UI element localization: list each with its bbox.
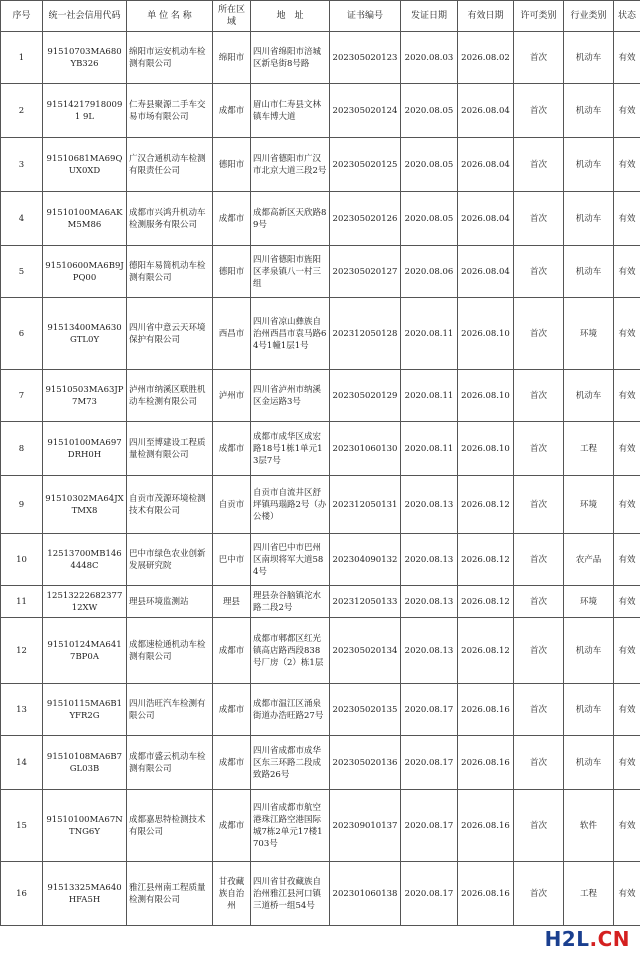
table-row: [1, 192, 640, 246]
cell-valid-date: 2026.08.16: [458, 684, 514, 736]
cell-credit-code: 12513222682377 12XW: [43, 586, 127, 618]
cell-credit-code: 91510115MA6B1YFR2G: [43, 684, 127, 736]
cell-valid-date: 2026.08.10: [458, 298, 514, 370]
cell-region: 德阳市: [213, 138, 251, 192]
cell-permit-type: 首次: [514, 246, 564, 298]
cell-permit-type: 首次: [514, 736, 564, 790]
cell-industry-type: 机动车: [564, 192, 614, 246]
cell-issue-date: 2020.08.17: [401, 684, 458, 736]
cell-status: 有效: [614, 684, 640, 736]
cell-credit-code: 915142179180091 9L: [43, 84, 127, 138]
cell-credit-code: 91510302MA64JXTMX8: [43, 476, 127, 534]
cell-cert-number: 202305020136: [330, 736, 401, 790]
cell-valid-date: 2026.08.12: [458, 586, 514, 618]
cell-permit-type: 首次: [514, 534, 564, 586]
cell-permit-type: 首次: [514, 192, 564, 246]
cell-cert-number: 202309010137: [330, 790, 401, 862]
cell-company-name: 绵阳市运安机动车检测有限公司: [127, 32, 213, 84]
cell-region: 成都市: [213, 84, 251, 138]
cell-row-index: 14: [1, 736, 43, 790]
cell-row-index: 10: [1, 534, 43, 586]
table-row: [1, 790, 640, 862]
col-header-issue-date: 发证日期: [401, 1, 458, 32]
cell-region: 绵阳市: [213, 32, 251, 84]
cell-company-name: 成都市兴鸿升机动车检测服务有限公司: [127, 192, 213, 246]
cell-permit-type: 首次: [514, 684, 564, 736]
col-header-industry: 行业类别: [564, 1, 614, 32]
cell-row-index: 1: [1, 32, 43, 84]
cell-status: 有效: [614, 534, 640, 586]
cell-company-name: 雅江县州南工程质量检测有限公司: [127, 862, 213, 926]
cell-valid-date: 2026.08.16: [458, 736, 514, 790]
cell-permit-type: 首次: [514, 618, 564, 684]
cell-cert-number: 202305020123: [330, 32, 401, 84]
cell-valid-date: 2026.08.04: [458, 84, 514, 138]
table-row: [1, 684, 640, 736]
table-row: [1, 476, 640, 534]
cell-row-index: 7: [1, 370, 43, 422]
cell-issue-date: 2020.08.05: [401, 84, 458, 138]
cell-row-index: 15: [1, 790, 43, 862]
cell-cert-number: 202305020126: [330, 192, 401, 246]
cell-credit-code: 91510100MA67NTNG6Y: [43, 790, 127, 862]
cell-row-index: 12: [1, 618, 43, 684]
cell-issue-date: 2020.08.05: [401, 138, 458, 192]
table-row: [1, 534, 640, 586]
cell-address: 成都市温江区涌泉街道办浩旺路27号: [251, 684, 330, 736]
col-header-permit-type: 许可类别: [514, 1, 564, 32]
cell-industry-type: 机动车: [564, 684, 614, 736]
table-row: [1, 618, 640, 684]
cell-industry-type: 机动车: [564, 32, 614, 84]
cell-issue-date: 2020.08.13: [401, 534, 458, 586]
cell-valid-date: 2026.08.10: [458, 422, 514, 476]
cell-valid-date: 2026.08.12: [458, 534, 514, 586]
cell-status: 有效: [614, 192, 640, 246]
cell-valid-date: 2026.08.16: [458, 862, 514, 926]
cell-cert-number: 202312050131: [330, 476, 401, 534]
cell-permit-type: 首次: [514, 298, 564, 370]
cell-region: 成都市: [213, 618, 251, 684]
cell-valid-date: 2026.08.12: [458, 618, 514, 684]
cell-credit-code: 91510100MA697DRH0H: [43, 422, 127, 476]
cell-address: 四川省德阳市旌阳区孝泉镇八一村三组: [251, 246, 330, 298]
cell-cert-number: 202301060138: [330, 862, 401, 926]
cell-permit-type: 首次: [514, 862, 564, 926]
cell-address: 眉山市仁寿县文林镇车博大道: [251, 84, 330, 138]
cell-credit-code: 91513400MA630GTL0Y: [43, 298, 127, 370]
cell-issue-date: 2020.08.13: [401, 476, 458, 534]
cell-credit-code: 91510703MA680YB326: [43, 32, 127, 84]
cell-status: 有效: [614, 138, 640, 192]
cell-region: 巴中市: [213, 534, 251, 586]
cell-permit-type: 首次: [514, 790, 564, 862]
col-header-company: 单 位 名 称: [127, 1, 213, 32]
cell-address: 四川省绵阳市涪城区新皂街8号路: [251, 32, 330, 84]
cell-row-index: 13: [1, 684, 43, 736]
cell-permit-type: 首次: [514, 422, 564, 476]
cell-cert-number: 202312050133: [330, 586, 401, 618]
col-header-credit-code: 统一社会信用代码: [43, 1, 127, 32]
cell-row-index: 16: [1, 862, 43, 926]
cell-issue-date: 2020.08.03: [401, 32, 458, 84]
cell-issue-date: 2020.08.13: [401, 618, 458, 684]
cell-company-name: 成都速检通机动车检测有限公司: [127, 618, 213, 684]
watermark-logo: H2L.CN: [544, 927, 630, 951]
cell-company-name: 四川至博建设工程质量检测有限公司: [127, 422, 213, 476]
cell-address: 四川省成都市航空港珠江路空港国际城7栋2单元17楼1703号: [251, 790, 330, 862]
cell-issue-date: 2020.08.05: [401, 192, 458, 246]
cell-credit-code: 91510503MA63JP7M73: [43, 370, 127, 422]
cell-row-index: 6: [1, 298, 43, 370]
cell-industry-type: 环境: [564, 586, 614, 618]
cell-status: 有效: [614, 586, 640, 618]
cell-address: 四川省甘孜藏族自治州雅江县河口镇三道桥一组54号: [251, 862, 330, 926]
cell-address: 四川省巴中市巴州区南坝将军大道584号: [251, 534, 330, 586]
cell-address: 四川省凉山彝族自治州西昌市袁马路64号1幢1层1号: [251, 298, 330, 370]
cell-company-name: 自贡市茂源环境检测技术有限公司: [127, 476, 213, 534]
cell-row-index: 9: [1, 476, 43, 534]
cell-industry-type: 环境: [564, 476, 614, 534]
cell-industry-type: 机动车: [564, 246, 614, 298]
cell-region: 成都市: [213, 684, 251, 736]
cell-status: 有效: [614, 422, 640, 476]
cell-valid-date: 2026.08.04: [458, 138, 514, 192]
cell-region: 甘孜藏族自治州: [213, 862, 251, 926]
cell-company-name: 德阳车易简机动车检测有限公司: [127, 246, 213, 298]
table-row: [1, 422, 640, 476]
cell-permit-type: 首次: [514, 370, 564, 422]
cell-cert-number: 202305020124: [330, 84, 401, 138]
cell-valid-date: 2026.08.10: [458, 370, 514, 422]
col-header-cert-no: 证书编号: [330, 1, 401, 32]
cell-issue-date: 2020.08.11: [401, 422, 458, 476]
table-row: [1, 736, 640, 790]
cell-industry-type: 农产品: [564, 534, 614, 586]
cell-credit-code: 91510600MA6B9JPQ00: [43, 246, 127, 298]
cell-permit-type: 首次: [514, 476, 564, 534]
cell-credit-code: 91510124MA6417BP0A: [43, 618, 127, 684]
cell-company-name: 广汉合通机动车检测有限责任公司: [127, 138, 213, 192]
cell-row-index: 2: [1, 84, 43, 138]
col-header-address: 地 址: [251, 1, 330, 32]
cell-issue-date: 2020.08.11: [401, 370, 458, 422]
cell-region: 成都市: [213, 736, 251, 790]
cell-status: 有效: [614, 862, 640, 926]
cell-issue-date: 2020.08.17: [401, 862, 458, 926]
cell-company-name: 泸州市纳溪区联胜机动车检测有限公司: [127, 370, 213, 422]
cell-industry-type: 机动车: [564, 370, 614, 422]
cell-row-index: 3: [1, 138, 43, 192]
cell-credit-code: 91510108MA6B7GL03B: [43, 736, 127, 790]
table-header-row: [1, 1, 640, 32]
cell-industry-type: 机动车: [564, 736, 614, 790]
cell-status: 有效: [614, 736, 640, 790]
table-body: [1, 32, 640, 926]
cell-issue-date: 2020.08.11: [401, 298, 458, 370]
cell-cert-number: 202305020127: [330, 246, 401, 298]
cell-region: 泸州市: [213, 370, 251, 422]
cell-address: 四川省成都市成华区东三环路二段成致路26号: [251, 736, 330, 790]
cell-region: 成都市: [213, 790, 251, 862]
cell-issue-date: 2020.08.17: [401, 736, 458, 790]
table-row: [1, 370, 640, 422]
cell-industry-type: 环境: [564, 298, 614, 370]
cell-status: 有效: [614, 370, 640, 422]
cell-cert-number: 202312050128: [330, 298, 401, 370]
cell-cert-number: 202305020129: [330, 370, 401, 422]
cell-address: 四川省泸州市纳溪区金运路3号: [251, 370, 330, 422]
cell-address: 四川省德阳市广汉市北京大道三段2号: [251, 138, 330, 192]
cell-cert-number: 202305020134: [330, 618, 401, 684]
cell-region: 自贡市: [213, 476, 251, 534]
cell-status: 有效: [614, 618, 640, 684]
table-row: [1, 138, 640, 192]
cell-credit-code: 12513700MB1464448C: [43, 534, 127, 586]
cell-company-name: 四川浩旺汽车检测有限公司: [127, 684, 213, 736]
cell-address: 自贡市自流井区舒坪镇玛瑙路2号（办公楼）: [251, 476, 330, 534]
table-row: [1, 862, 640, 926]
cell-company-name: 成都市盛云机动车检测有限公司: [127, 736, 213, 790]
col-header-index: 序号: [1, 1, 43, 32]
cell-row-index: 11: [1, 586, 43, 618]
cell-valid-date: 2026.08.12: [458, 476, 514, 534]
cell-credit-code: 91510681MA69QUX0XD: [43, 138, 127, 192]
cell-address: 成都高新区天欣路89号: [251, 192, 330, 246]
cell-status: 有效: [614, 32, 640, 84]
cell-industry-type: 机动车: [564, 138, 614, 192]
cell-region: 德阳市: [213, 246, 251, 298]
cell-permit-type: 首次: [514, 138, 564, 192]
cell-address: 成都市成华区成宏路18号1栋1单元13层7号: [251, 422, 330, 476]
cell-region: 理县: [213, 586, 251, 618]
cell-permit-type: 首次: [514, 586, 564, 618]
cell-valid-date: 2026.08.04: [458, 246, 514, 298]
col-header-status: 状态: [614, 1, 640, 32]
cell-cert-number: 202304090132: [330, 534, 401, 586]
cell-region: 成都市: [213, 192, 251, 246]
cell-industry-type: 软件: [564, 790, 614, 862]
cell-issue-date: 2020.08.17: [401, 790, 458, 862]
cell-status: 有效: [614, 246, 640, 298]
cell-company-name: 理县环境监测站: [127, 586, 213, 618]
cell-cert-number: 202301060130: [330, 422, 401, 476]
cell-region: 西昌市: [213, 298, 251, 370]
cell-company-name: 仁寿县聚源二手车交易市场有限公司: [127, 84, 213, 138]
cell-industry-type: 工程: [564, 422, 614, 476]
cell-credit-code: 91510100MA6AKM5M86: [43, 192, 127, 246]
cell-row-index: 8: [1, 422, 43, 476]
cell-permit-type: 首次: [514, 32, 564, 84]
cell-status: 有效: [614, 84, 640, 138]
cell-company-name: 四川省中意云天环境保护有限公司: [127, 298, 213, 370]
table-row: [1, 586, 640, 618]
cell-cert-number: 202305020125: [330, 138, 401, 192]
col-header-valid-date: 有效日期: [458, 1, 514, 32]
cell-address: 成都市郫都区红光镇高店路西段838号厂房（2）栋1层: [251, 618, 330, 684]
cell-permit-type: 首次: [514, 84, 564, 138]
table-row: [1, 32, 640, 84]
cell-valid-date: 2026.08.04: [458, 192, 514, 246]
cell-cert-number: 202305020135: [330, 684, 401, 736]
cell-industry-type: 机动车: [564, 84, 614, 138]
cell-status: 有效: [614, 790, 640, 862]
cell-industry-type: 机动车: [564, 618, 614, 684]
cell-issue-date: 2020.08.06: [401, 246, 458, 298]
table-row: [1, 246, 640, 298]
cell-credit-code: 91513325MA640HFA5H: [43, 862, 127, 926]
cell-address: 理县杂谷脑镇沱水路二段2号: [251, 586, 330, 618]
cell-region: 成都市: [213, 422, 251, 476]
cell-company-name: 成都嘉思特检测技术有限公司: [127, 790, 213, 862]
cell-valid-date: 2026.08.16: [458, 790, 514, 862]
cell-issue-date: 2020.08.13: [401, 586, 458, 618]
table-row: [1, 298, 640, 370]
table-row: [1, 84, 640, 138]
cell-row-index: 5: [1, 246, 43, 298]
col-header-region: 所在区域: [213, 1, 251, 32]
cell-row-index: 4: [1, 192, 43, 246]
cell-company-name: 巴中市绿色农业创新发展研究院: [127, 534, 213, 586]
cell-industry-type: 工程: [564, 862, 614, 926]
cell-status: 有效: [614, 476, 640, 534]
cell-valid-date: 2026.08.02: [458, 32, 514, 84]
cell-status: 有效: [614, 298, 640, 370]
